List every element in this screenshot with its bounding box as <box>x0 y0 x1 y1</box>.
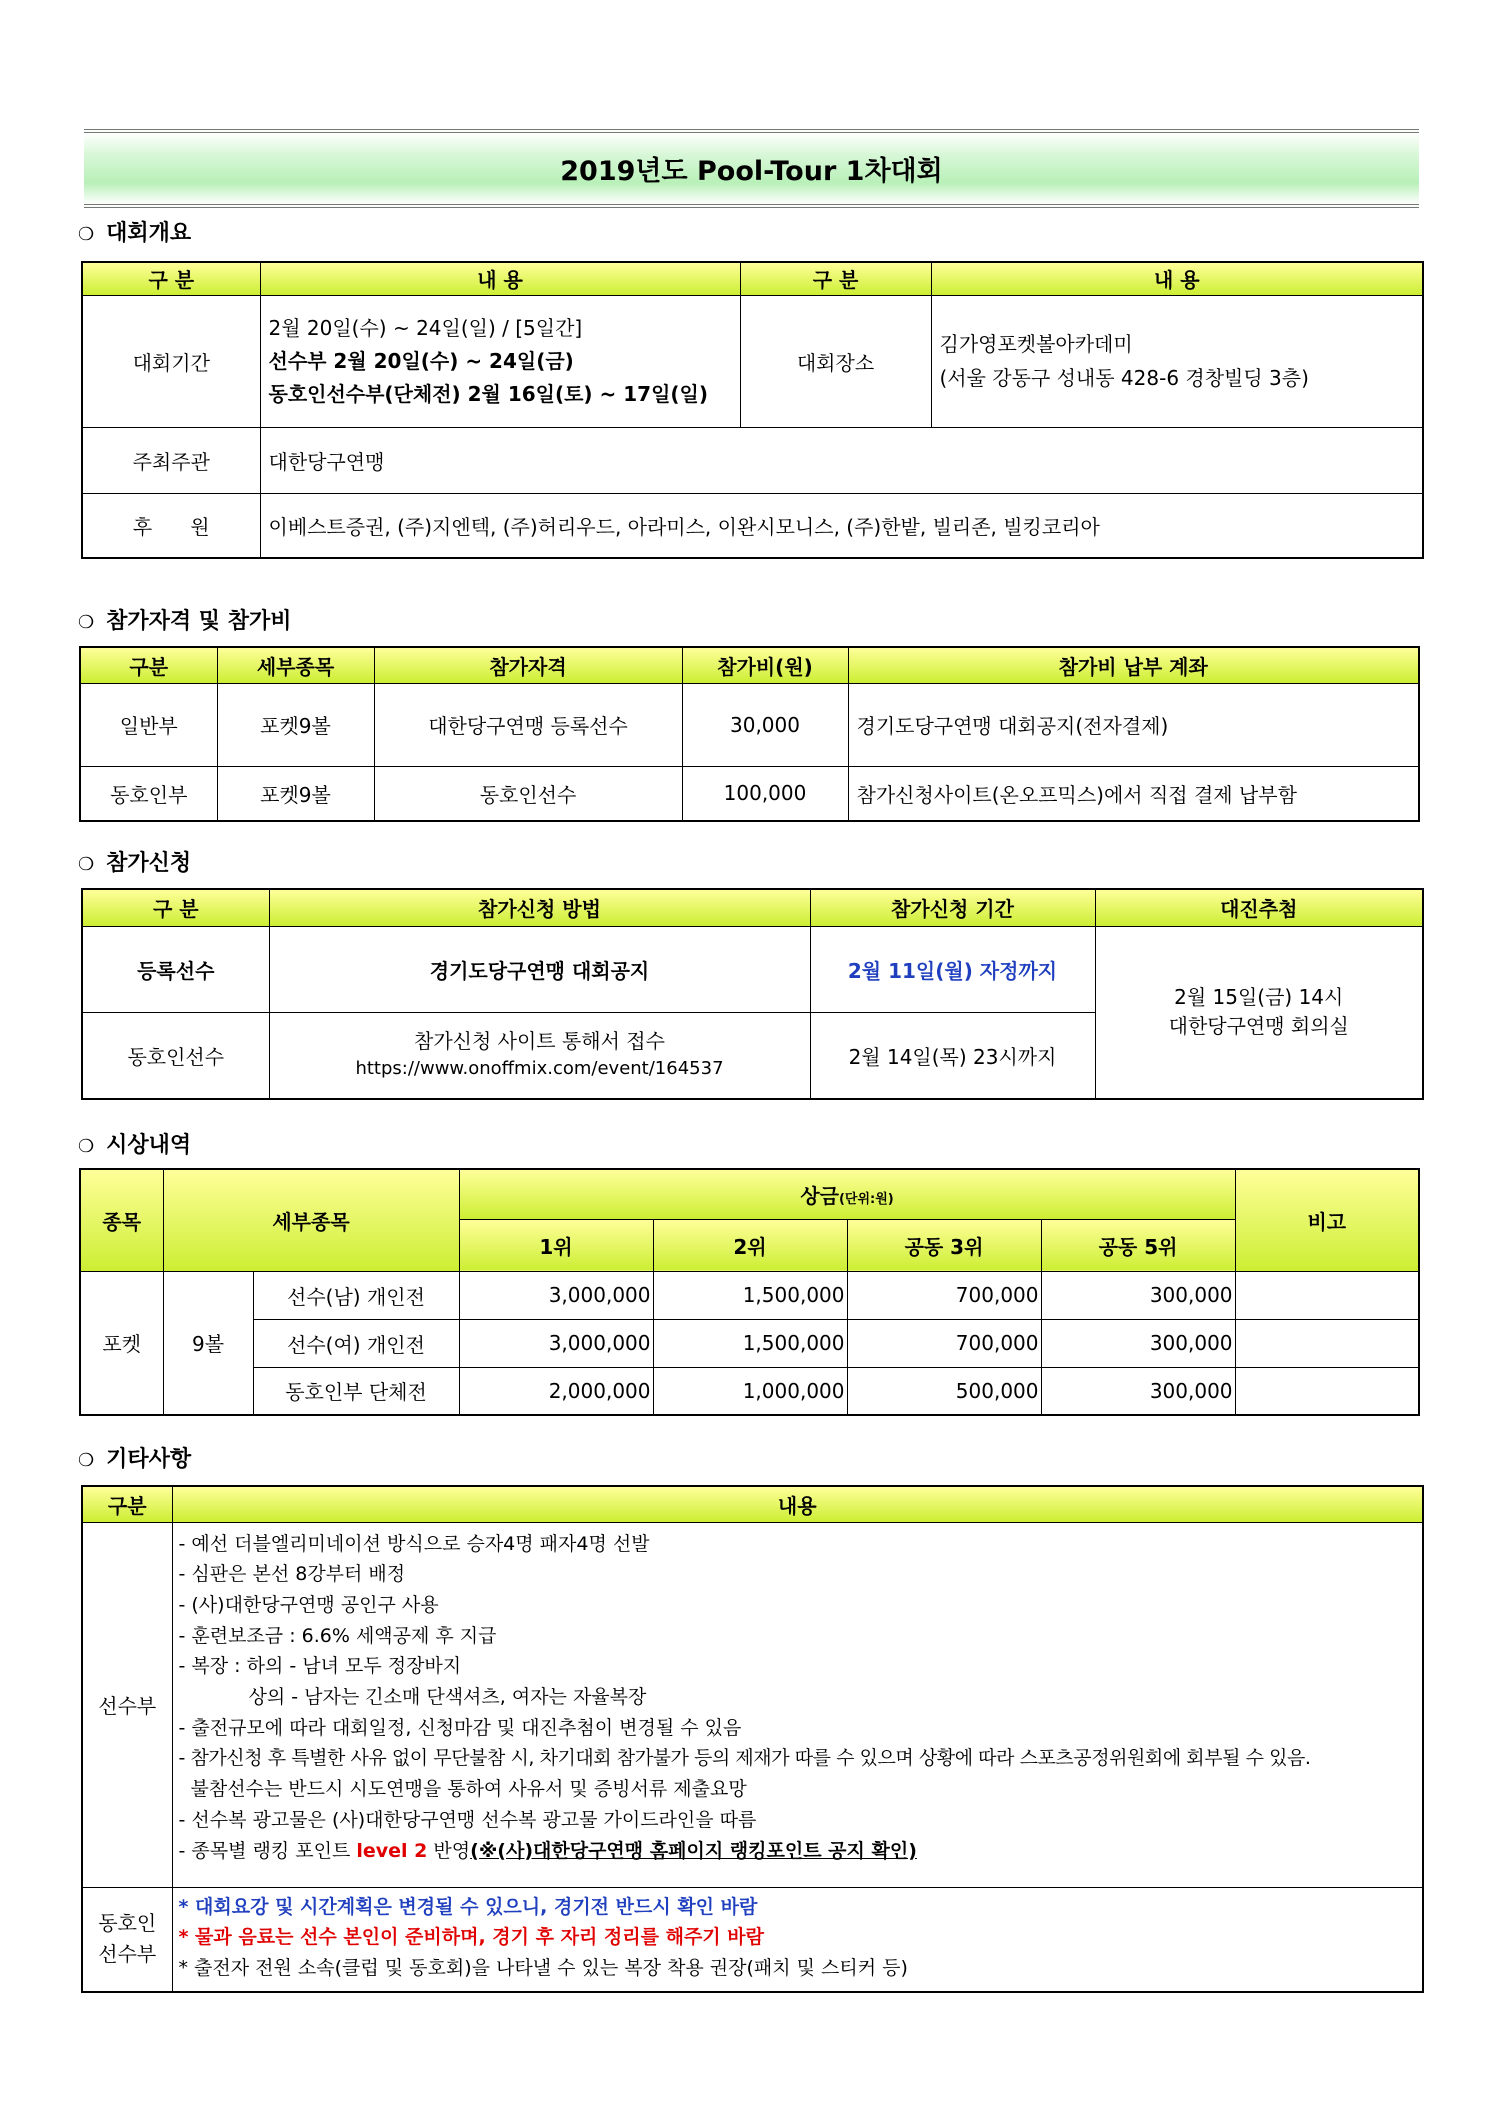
header-cell: 참가신청 방법 <box>269 889 810 926</box>
section-heading-misc <box>78 1442 191 1473</box>
player-label: 선수부 <box>82 1522 172 1887</box>
header-cell: 세부종목 <box>163 1169 459 1271</box>
rank-header: 공동 3위 <box>847 1219 1041 1271</box>
header-cell: 참가비(원) <box>682 647 848 683</box>
cell: 선수(남) 개인전 <box>253 1271 459 1319</box>
header-cell: 구분 <box>80 647 217 683</box>
period-value <box>260 295 740 427</box>
section-title: 대회개요 <box>106 221 192 246</box>
note-line: * 대회요강 및 시간계획은 변경될 수 있으니, 경기전 반드시 확인 바람 <box>178 1895 758 1918</box>
cell: 3,000,000 <box>459 1319 653 1367</box>
period-line: 동호인선수부(단체전) 2월 16일(토) ~ 17일(일) <box>268 381 709 406</box>
sponsor-value: 이베스트증권, (주)지엔텍, (주)허리우드, 아라미스, 이완시모니스, (주)한밭, 빌리존, 빌킹코리아 <box>260 493 1423 558</box>
header-cell: 참가자격 <box>374 647 682 683</box>
cell: 2월 11일(월) 자정까지 <box>810 926 1095 1012</box>
bullet-icon: ❍ <box>78 1136 95 1157</box>
cell: 1,500,000 <box>653 1319 847 1367</box>
cell: 선수(여) 개인전 <box>253 1319 459 1367</box>
header-cell: 구분 <box>82 1486 172 1522</box>
cell: 2월 14일(목) 23시까지 <box>810 1012 1095 1099</box>
misc-table <box>81 1485 1424 1993</box>
table-row <box>80 683 1419 766</box>
venue-line: (서울 강동구 성내동 428-6 경창빌딩 3층) <box>939 366 1309 390</box>
venue-line: 김가영포켓볼아카데미 <box>939 332 1133 356</box>
cell: 300,000 <box>1041 1271 1235 1319</box>
note-line-ranking <box>179 1836 1423 1867</box>
note-line: - 훈련보조금 : 6.6% 세액공제 후 지급 <box>178 1624 497 1647</box>
table-row <box>80 1367 1419 1415</box>
header-cell: 내 용 <box>260 262 740 295</box>
section-heading-application <box>78 846 191 877</box>
header-cell: 구 분 <box>82 889 269 926</box>
rank-header: 2위 <box>653 1219 847 1271</box>
application-table <box>81 888 1424 1100</box>
note-line: * 물과 음료는 선수 본인이 준비하며, 경기 후 자리 정리를 해주기 바람 <box>178 1926 764 1949</box>
section-heading-overview <box>78 216 191 247</box>
header-cell: 종목 <box>80 1169 163 1271</box>
header-cell: 세부종목 <box>217 647 374 683</box>
amateur-notes <box>172 1887 1423 1992</box>
cell: 참가신청사이트(온오프믹스)에서 직접 결제 납부함 <box>848 766 1419 821</box>
table-row <box>80 1271 1419 1319</box>
note-line: 상의 - 남자는 긴소매 단색셔츠, 여자는 자율복장 <box>248 1686 647 1709</box>
cell: 경기도당구연맹 대회공지 <box>269 926 810 1012</box>
cell: 포켓9볼 <box>217 766 374 821</box>
event-cell: 포켓 <box>80 1271 163 1415</box>
ranking-prefix: - 종목별 랭킹 포인트 <box>178 1839 357 1862</box>
sub-event-cell: 9볼 <box>163 1271 253 1415</box>
period-label: 대회기간 <box>82 295 260 427</box>
amateur-label-line: 선수부 <box>98 1942 157 1967</box>
table-row <box>80 1319 1419 1367</box>
cell: 동호인선수 <box>82 1012 269 1099</box>
note-cell <box>1235 1319 1419 1367</box>
header-cell: 내 용 <box>931 262 1423 295</box>
sponsor-label: 후 원 <box>82 493 260 558</box>
cell: 1,500,000 <box>653 1271 847 1319</box>
cell: 2,000,000 <box>459 1367 653 1415</box>
cell: 1,000,000 <box>653 1367 847 1415</box>
ranking-level: level 2 <box>356 1839 428 1862</box>
bullet-icon: ❍ <box>78 1450 95 1471</box>
player-notes <box>172 1522 1423 1887</box>
cell: 대한당구연맹 등록선수 <box>374 683 682 766</box>
method-line: 참가신청 사이트 통해서 접수 <box>414 1029 665 1054</box>
draw-line: 대한당구연맹 회의실 <box>1168 1014 1349 1039</box>
bullet-icon: ❍ <box>78 612 95 633</box>
cell: 경기도당구연맹 대회공지(전자결제) <box>848 683 1419 766</box>
table-row <box>80 766 1419 821</box>
note-line: 불참선수는 반드시 시도연맹을 통하여 사유서 및 증빙서류 제출요망 <box>190 1778 747 1801</box>
note-line: - 예선 더블엘리미네이션 방식으로 승자4명 패자4명 선발 <box>178 1532 650 1555</box>
cell: 일반부 <box>80 683 217 766</box>
section-heading-eligibility <box>78 604 291 635</box>
header-cell-prize <box>459 1169 1235 1219</box>
rank-header: 1위 <box>459 1219 653 1271</box>
note-line: - 선수복 광고물은 (사)대한당구연맹 선수복 광고물 가이드라인을 따름 <box>178 1808 757 1831</box>
eligibility-table <box>79 646 1420 822</box>
cell: 등록선수 <box>82 926 269 1012</box>
venue-label: 대회장소 <box>740 295 931 427</box>
draw-line: 2월 15일(금) 14시 <box>1174 985 1344 1010</box>
note-line: - 복장 : 하의 - 남녀 모두 정장바지 <box>178 1655 462 1678</box>
note-line: - 출전규모에 따라 대회일정, 신청마감 및 대진추첨이 변경될 수 있음 <box>178 1716 742 1739</box>
header-cell: 구 분 <box>740 262 931 295</box>
header-cell: 참가신청 기간 <box>810 889 1095 926</box>
overview-table <box>81 261 1424 559</box>
cell: 700,000 <box>847 1319 1041 1367</box>
period-line: 선수부 2월 20일(수) ~ 24일(금) <box>268 348 574 373</box>
venue-value <box>931 295 1423 427</box>
header-cell: 비고 <box>1235 1169 1419 1271</box>
host-value: 대한당구연맹 <box>260 427 1423 493</box>
cell: 500,000 <box>847 1367 1041 1415</box>
cell: 300,000 <box>1041 1319 1235 1367</box>
ranking-note: (※(사)대한당구연맹 홈페이지 랭킹포인트 공지 확인) <box>470 1839 917 1862</box>
note-line: - 심판은 본선 8강부터 배정 <box>178 1563 406 1586</box>
header-cell: 대진추첨 <box>1095 889 1423 926</box>
note-line: - (사)대한당구연맹 공인구 사용 <box>178 1593 439 1616</box>
page-title: 2019년도 Pool-Tour 1차대회 <box>84 129 1419 208</box>
section-title: 참가자격 및 참가비 <box>106 609 292 634</box>
cell: 동호인부 <box>80 766 217 821</box>
cell: 100,000 <box>682 766 848 821</box>
note-line: * 출전자 전원 소속(클럽 및 동호회)을 나타낼 수 있는 복장 착용 권장(패치 및 스티커 등) <box>178 1956 908 1979</box>
header-cell: 내용 <box>172 1486 1423 1522</box>
cell: 동호인부 단체전 <box>253 1367 459 1415</box>
host-label: 주최주관 <box>82 427 260 493</box>
section-title: 시상내역 <box>106 1133 192 1158</box>
bullet-icon: ❍ <box>78 854 95 875</box>
cell: 3,000,000 <box>459 1271 653 1319</box>
rank-header: 공동 5위 <box>1041 1219 1235 1271</box>
awards-table <box>79 1168 1420 1416</box>
section-heading-awards <box>78 1128 191 1159</box>
amateur-label-line: 동호인 <box>98 1911 157 1936</box>
bullet-icon: ❍ <box>78 224 95 245</box>
note-cell <box>1235 1367 1419 1415</box>
signup-link[interactable]: https://www.onoffmix.com/event/164537 <box>355 1058 724 1080</box>
note-cell <box>1235 1271 1419 1319</box>
note-line: - 참가신청 후 특별한 사유 없이 무단불참 시, 차기대회 참가불가 등의 제재가 따를 수 있으며 상황에 따라 스포츠공정위원회에 회부될 수 있음. <box>178 1747 1311 1770</box>
prize-label: 상금 <box>800 1183 839 1208</box>
header-cell: 구 분 <box>82 262 260 295</box>
amateur-label <box>82 1887 172 1992</box>
cell: 동호인선수 <box>374 766 682 821</box>
cell: 700,000 <box>847 1271 1041 1319</box>
cell: 포켓9볼 <box>217 683 374 766</box>
ranking-mid: 반영 <box>427 1839 471 1862</box>
draw-cell <box>1095 926 1423 1099</box>
cell: 30,000 <box>682 683 848 766</box>
cell: 300,000 <box>1041 1367 1235 1415</box>
period-line: 2월 20일(수) ~ 24일(일) / [5일간] <box>268 315 583 340</box>
section-title: 기타사항 <box>106 1447 192 1472</box>
cell <box>269 1012 810 1099</box>
prize-unit: (단위:원) <box>838 1191 894 1207</box>
section-title: 참가신청 <box>106 851 192 876</box>
header-cell: 참가비 납부 계좌 <box>848 647 1419 683</box>
